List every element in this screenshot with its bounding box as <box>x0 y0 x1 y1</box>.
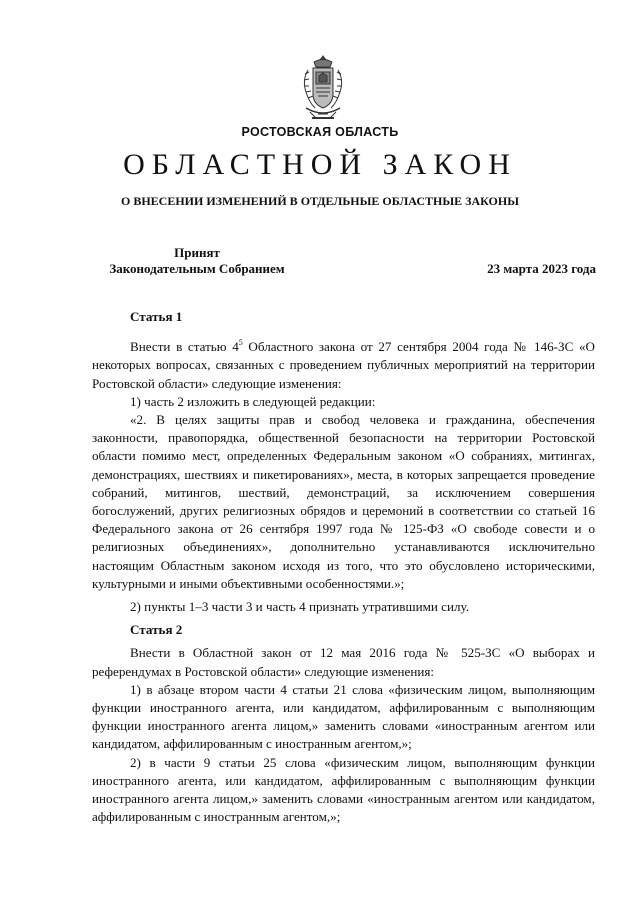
article-2-intro: Внести в Областной закон от 12 мая 2016 года № 525-ЗС «О выборах и референдумах в Ростовской области» следующие изменения: <box>92 645 595 679</box>
region-name: РОСТОВСКАЯ ОБЛАСТЬ <box>241 125 399 139</box>
law-body <box>92 308 595 826</box>
article-1-item-2: 2) пункты 1–3 части 3 и часть 4 признать утратившими силу. <box>130 599 470 615</box>
article-2-item-1: 1) в абзаце втором части 4 статьи 21 слова «физическим лицом, выполняющим функции иностранного агента, или кандидатом, аффилированным с выполняющим функции иностранного агента лицом,» заменить словами «иностранным агентом или кандидатом, аффилированным с иностранным агентом,»; <box>92 681 595 752</box>
law-subject: О ВНЕСЕНИИ ИЗМЕНЕНИЙ В ОТДЕЛЬНЫЕ ОБЛАСТНЫЕ ЗАКОНЫ <box>121 194 519 208</box>
adopted-body: Законодательным Собранием <box>109 261 285 276</box>
document-type-title: ОБЛАСТНОЙ ЗАКОН <box>123 148 517 181</box>
coat-of-arms-icon <box>300 54 346 122</box>
article-2-title: Статья 2 <box>130 622 183 638</box>
article-1-item-1: 1) часть 2 изложить в следующей редакции: <box>130 393 376 409</box>
article-1-quote: «2. В целях защиты прав и свобод человека и гражданина, обеспечения законности, правопорядка, общественной безопасности на территории Ростовской области помимо мест, определенных Федеральным законом «О собраниях, митингах, демонстрациях, шествиях и пикетированиях», места, в которых запрещается проведение собраний, митингов, шествий, демонстраций, за исключением совершения богослужений, других религиозных обрядов и церемоний в соответствии со статьей 16 Федерального закона от 26 сентября 1997 года № 125-ФЗ «О свободе совести и о религиозных объединениях», дополнительно устанавливаются исключительно настоящим Областным законом исходя из того, что это обусловлено историческими, культурными и иными объективными особенностями.»; <box>92 412 595 591</box>
article-1-title: Статья 1 <box>130 309 183 324</box>
article-1-intro: Внести в статью $4^5$ Областного закона от 27 сентября 2004 года № 146-ЗС «О некоторых вопросах, связанных с проведением публичных мероприятий на территории Ростовской области» следующие изменения: <box>92 337 595 391</box>
article-2-item-2: 2) в части 9 статьи 25 слова «физическим лицом, выполняющим функции иностранного агента, или кандидатом, аффилированным с выполняющим функции иностранного агента лицом,» заменить словами «иностранным агентом или кандидатом, аффилированным с иностранным агентом,»; <box>92 754 595 825</box>
adoption-date: 23 марта 2023 года <box>487 261 596 276</box>
article-number-superscript: 5 <box>238 337 243 347</box>
adopted-by <box>92 245 302 277</box>
adopted-label: Принят <box>174 245 220 260</box>
